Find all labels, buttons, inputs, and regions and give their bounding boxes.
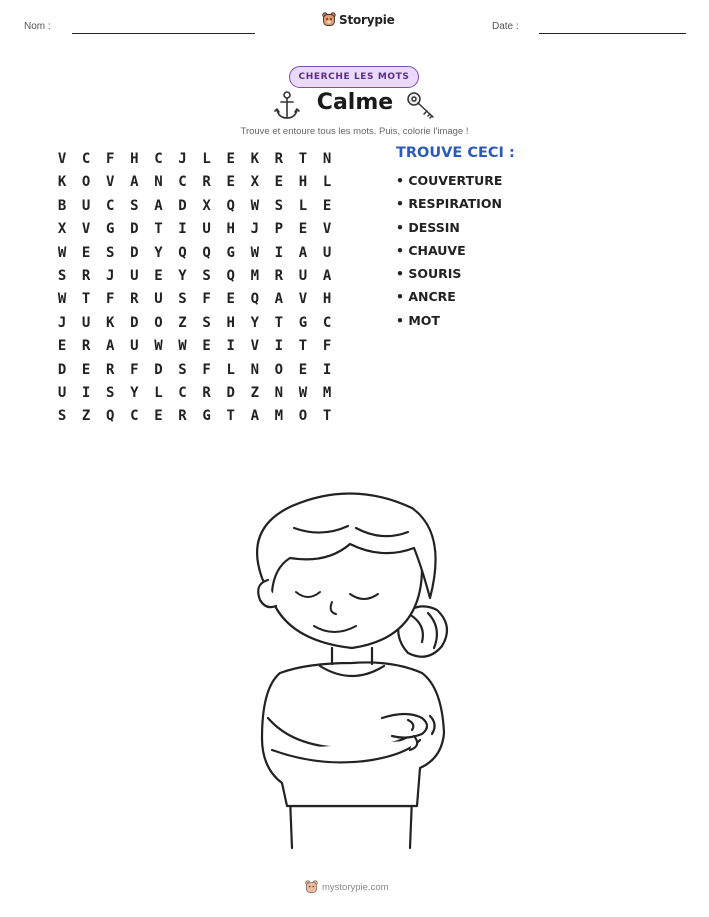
- grid-letter[interactable]: E: [57, 338, 67, 355]
- girl-illustration: [232, 488, 472, 853]
- grid-letter[interactable]: J: [178, 151, 187, 167]
- grid-letter[interactable]: G: [298, 314, 308, 331]
- grid-letter[interactable]: R: [130, 291, 139, 308]
- grid-letter[interactable]: Q: [106, 408, 115, 425]
- grid-letter[interactable]: W: [178, 338, 187, 355]
- grid-letter[interactable]: V: [106, 174, 115, 191]
- name-field[interactable]: [72, 33, 255, 34]
- grid-letter[interactable]: F: [106, 291, 115, 308]
- grid-letter[interactable]: S: [202, 314, 211, 331]
- grid-letter[interactable]: M: [274, 408, 284, 425]
- grid-letter[interactable]: H: [226, 314, 235, 331]
- grid-letter[interactable]: I: [322, 361, 332, 378]
- grid-letter[interactable]: S: [130, 197, 139, 214]
- category-badge: CHERCHE LES MOTS: [289, 66, 419, 88]
- grid-letter[interactable]: U: [298, 267, 308, 284]
- word-list-item: • COUVERTURE: [396, 172, 502, 195]
- grid-letter[interactable]: E: [274, 174, 284, 191]
- grid-letter[interactable]: D: [130, 221, 139, 238]
- grid-letter[interactable]: F: [322, 338, 332, 355]
- grid-letter[interactable]: Y: [178, 267, 187, 284]
- grid-letter[interactable]: T: [81, 291, 91, 308]
- grid-letter[interactable]: M: [322, 384, 332, 401]
- grid-letter[interactable]: T: [298, 151, 308, 167]
- grid-letter[interactable]: G: [202, 408, 211, 425]
- grid-letter[interactable]: G: [106, 221, 115, 238]
- grid-letter[interactable]: S: [202, 267, 211, 284]
- grid-letter[interactable]: E: [226, 291, 235, 308]
- grid-letter[interactable]: K: [57, 174, 67, 191]
- grid-letter[interactable]: W: [154, 338, 163, 355]
- grid-letter[interactable]: S: [106, 384, 115, 401]
- grid-letter[interactable]: I: [274, 338, 284, 355]
- grid-letter[interactable]: T: [322, 408, 332, 425]
- grid-letter[interactable]: W: [298, 384, 308, 401]
- grid-letter[interactable]: E: [154, 408, 163, 425]
- grid-letter[interactable]: Y: [250, 314, 260, 331]
- grid-letter[interactable]: A: [250, 408, 260, 425]
- word-list-item: • DESSIN: [396, 219, 502, 242]
- word-list-item: • SOURIS: [396, 265, 502, 288]
- date-field[interactable]: [539, 33, 686, 34]
- grid-letter[interactable]: R: [274, 267, 284, 284]
- grid-letter[interactable]: W: [57, 244, 67, 261]
- grid-letter[interactable]: M: [250, 267, 260, 284]
- grid-letter[interactable]: A: [322, 267, 332, 284]
- word-list-item: • MOT: [396, 312, 502, 335]
- grid-letter[interactable]: V: [81, 221, 91, 238]
- grid-letter[interactable]: U: [81, 197, 91, 214]
- grid-letter[interactable]: X: [250, 174, 260, 191]
- grid-letter[interactable]: N: [274, 384, 284, 401]
- grid-letter[interactable]: T: [274, 314, 284, 331]
- brand-name: Storypie: [339, 12, 395, 27]
- grid-letter[interactable]: A: [106, 338, 115, 355]
- grid-letter[interactable]: I: [226, 338, 235, 355]
- grid-letter[interactable]: W: [57, 291, 67, 308]
- grid-letter[interactable]: U: [322, 244, 332, 261]
- footer: [305, 880, 389, 894]
- grid-letter[interactable]: S: [178, 291, 187, 308]
- grid-letter[interactable]: F: [202, 291, 211, 308]
- grid-letter[interactable]: H: [322, 291, 332, 308]
- key-icon: [406, 91, 438, 121]
- brand: [322, 12, 395, 27]
- grid-letter[interactable]: U: [154, 291, 163, 308]
- grid-letter[interactable]: L: [226, 361, 235, 378]
- grid-letter[interactable]: D: [130, 314, 139, 331]
- grid-letter[interactable]: E: [322, 197, 332, 214]
- grid-letter[interactable]: D: [178, 197, 187, 214]
- grid-letter[interactable]: E: [81, 244, 91, 261]
- grid-letter[interactable]: H: [226, 221, 235, 238]
- grid-letter[interactable]: E: [298, 361, 308, 378]
- grid-letter[interactable]: U: [130, 267, 139, 284]
- grid-letter[interactable]: R: [81, 267, 91, 284]
- grid-letter[interactable]: D: [154, 361, 163, 378]
- grid-letter[interactable]: E: [226, 174, 235, 191]
- grid-letter[interactable]: S: [274, 197, 284, 214]
- grid-letter[interactable]: S: [57, 267, 67, 284]
- grid-letter[interactable]: P: [274, 221, 284, 238]
- grid-letter[interactable]: R: [202, 174, 211, 191]
- grid-letter[interactable]: L: [154, 384, 163, 401]
- grid-letter[interactable]: W: [250, 244, 260, 261]
- grid-letter[interactable]: A: [274, 291, 284, 308]
- grid-letter[interactable]: F: [202, 361, 211, 378]
- grid-letter[interactable]: T: [154, 221, 163, 238]
- grid-letter[interactable]: R: [178, 408, 187, 425]
- grid-letter[interactable]: U: [81, 314, 91, 331]
- date-label: Date :: [492, 21, 519, 32]
- grid-letter[interactable]: R: [106, 361, 115, 378]
- grid-letter[interactable]: N: [154, 174, 163, 191]
- grid-letter[interactable]: A: [130, 174, 139, 191]
- page-title: Calme: [316, 90, 394, 115]
- grid-letter[interactable]: S: [106, 244, 115, 261]
- grid-letter[interactable]: A: [154, 197, 163, 214]
- grid-letter[interactable]: F: [130, 361, 139, 378]
- grid-letter[interactable]: D: [130, 244, 139, 261]
- grid-letter[interactable]: S: [178, 361, 187, 378]
- grid-letter[interactable]: Y: [130, 384, 139, 401]
- grid-letter[interactable]: I: [81, 384, 91, 401]
- grid-letter[interactable]: Q: [226, 197, 235, 214]
- grid-letter[interactable]: C: [154, 151, 163, 167]
- footer-url[interactable]: mystorypie.com: [322, 881, 389, 893]
- grid-letter[interactable]: S: [57, 408, 67, 425]
- grid-letter[interactable]: L: [298, 197, 308, 214]
- grid-letter[interactable]: C: [81, 151, 91, 167]
- grid-letter[interactable]: G: [226, 244, 235, 261]
- grid-letter[interactable]: C: [130, 408, 139, 425]
- grid-letter[interactable]: T: [298, 338, 308, 355]
- grid-letter[interactable]: Z: [81, 408, 91, 425]
- word-list: [396, 172, 502, 335]
- grid-letter[interactable]: C: [178, 384, 187, 401]
- grid-letter[interactable]: D: [57, 361, 67, 378]
- word-list-item: • RESPIRATION: [396, 195, 502, 218]
- bear-logo-icon: [305, 880, 318, 894]
- grid-letter[interactable]: B: [57, 197, 67, 214]
- grid-letter[interactable]: E: [226, 151, 235, 167]
- grid-letter[interactable]: Q: [202, 244, 211, 261]
- grid-letter[interactable]: C: [178, 174, 187, 191]
- grid-letter[interactable]: K: [106, 314, 115, 331]
- grid-letter[interactable]: N: [322, 151, 332, 167]
- grid-letter[interactable]: R: [274, 151, 284, 167]
- grid-letter[interactable]: V: [298, 291, 308, 308]
- grid-letter[interactable]: Z: [178, 314, 187, 331]
- grid-letter[interactable]: I: [178, 221, 187, 238]
- grid-letter[interactable]: L: [322, 174, 332, 191]
- grid-letter[interactable]: O: [154, 314, 163, 331]
- name-label: Nom :: [24, 21, 51, 32]
- grid-letter[interactable]: O: [81, 174, 91, 191]
- grid-letter[interactable]: J: [250, 221, 260, 238]
- grid-letter[interactable]: U: [202, 221, 211, 238]
- grid-letter[interactable]: T: [226, 408, 235, 425]
- grid-letter[interactable]: K: [250, 151, 260, 167]
- grid-letter[interactable]: F: [106, 151, 115, 167]
- grid-letter[interactable]: E: [154, 267, 163, 284]
- grid-letter[interactable]: Z: [250, 384, 260, 401]
- grid-letter[interactable]: Q: [178, 244, 187, 261]
- grid-letter[interactable]: A: [298, 244, 308, 261]
- grid-letter[interactable]: N: [250, 361, 260, 378]
- grid-letter[interactable]: V: [57, 151, 67, 167]
- grid-letter[interactable]: J: [106, 267, 115, 284]
- grid-letter[interactable]: V: [322, 221, 332, 238]
- grid-letter[interactable]: C: [106, 197, 115, 214]
- bear-logo-icon: [322, 12, 336, 27]
- instructions: Trouve et entoure tous les mots. Puis, colorie l'image !: [240, 126, 469, 137]
- grid-letter[interactable]: U: [57, 384, 67, 401]
- grid-letter[interactable]: H: [130, 151, 139, 167]
- grid-letter[interactable]: O: [298, 408, 308, 425]
- grid-letter[interactable]: O: [274, 361, 284, 378]
- grid-letter[interactable]: L: [202, 151, 211, 167]
- grid-letter[interactable]: E: [202, 338, 211, 355]
- grid-letter[interactable]: X: [202, 197, 211, 214]
- grid-letter[interactable]: Q: [226, 267, 235, 284]
- grid-letter[interactable]: V: [250, 338, 260, 355]
- grid-letter[interactable]: R: [202, 384, 211, 401]
- grid-letter[interactable]: X: [57, 221, 67, 238]
- grid-letter[interactable]: J: [57, 314, 67, 331]
- word-list-item: • CHAUVE: [396, 242, 502, 265]
- grid-letter[interactable]: W: [250, 197, 260, 214]
- grid-letter[interactable]: D: [226, 384, 235, 401]
- grid-letter[interactable]: U: [130, 338, 139, 355]
- word-list-title: TROUVE CECI :: [396, 145, 515, 161]
- grid-letter[interactable]: R: [81, 338, 91, 355]
- grid-letter[interactable]: Q: [250, 291, 260, 308]
- grid-letter[interactable]: Y: [154, 244, 163, 261]
- word-search-grid: [50, 148, 339, 429]
- word-list-item: • ANCRE: [396, 288, 502, 311]
- grid-letter[interactable]: H: [298, 174, 308, 191]
- grid-letter[interactable]: C: [322, 314, 332, 331]
- grid-letter[interactable]: I: [274, 244, 284, 261]
- grid-letter[interactable]: E: [298, 221, 308, 238]
- grid-letter[interactable]: E: [81, 361, 91, 378]
